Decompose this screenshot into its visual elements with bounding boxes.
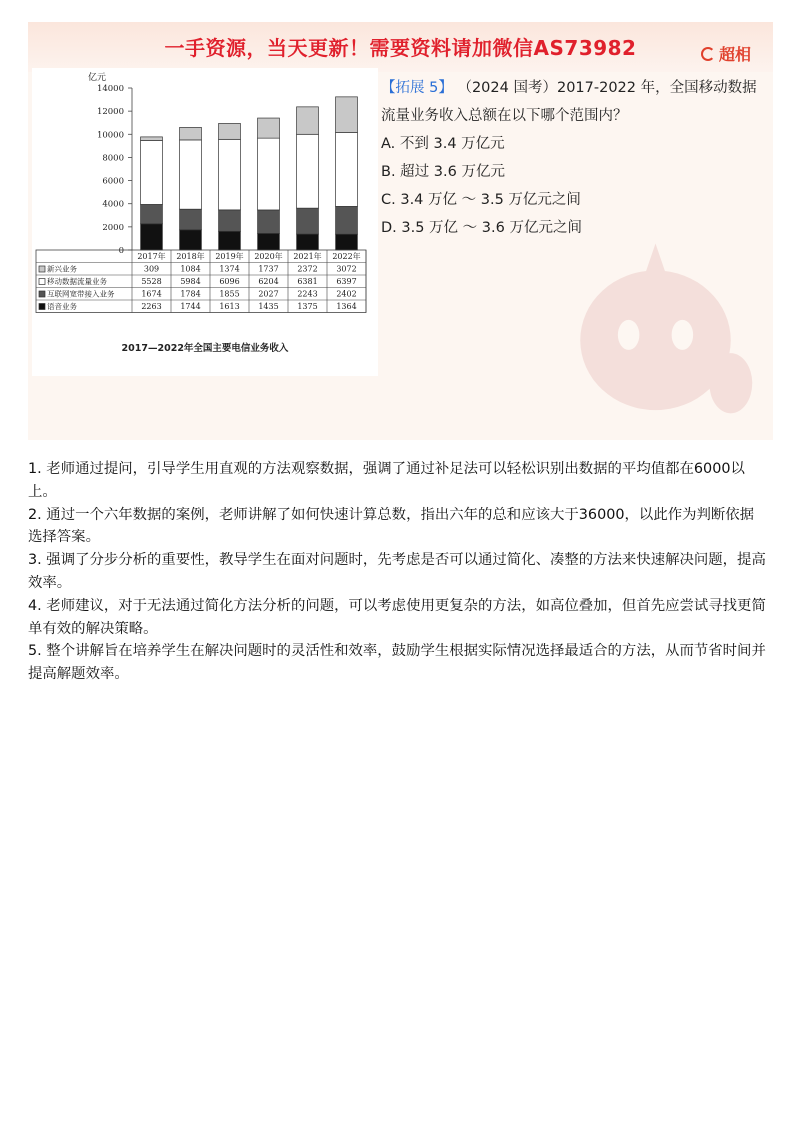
note-item: 3. 强调了分步分析的重要性，教导学生在面对问题时，先考虑是否可以通过简化、凑整的方法来快速解决问题，提高效率。 bbox=[28, 552, 766, 591]
banner-text: 一手资源，当天更新！需要资料请加微信AS73982 bbox=[164, 36, 637, 60]
bar-segment bbox=[336, 132, 358, 206]
legend-swatch bbox=[39, 291, 45, 297]
bar-segment bbox=[297, 134, 319, 208]
data-label: 1737 bbox=[258, 264, 279, 274]
data-label: 5984 bbox=[180, 277, 201, 286]
chart-title: 2017—2022年全国主要电信业务收入 bbox=[121, 343, 289, 354]
legend-swatch bbox=[39, 304, 45, 310]
data-label: 2372 bbox=[297, 264, 318, 274]
option-d: D. 3.5 万亿 ～ 3.6 万亿元之间 bbox=[381, 220, 582, 236]
data-label: 3072 bbox=[336, 264, 357, 274]
question-stem bbox=[381, 74, 761, 130]
note-item: 2. 通过一个六年数据的案例，老师讲解了如何快速计算总数，指出六年的总和应该大于36000，以此作为判断依据选择答案。 bbox=[28, 506, 755, 546]
stacked-bar-chart bbox=[32, 68, 378, 376]
data-label: 1375 bbox=[297, 302, 318, 311]
data-label: 6397 bbox=[336, 277, 357, 286]
bar-segment bbox=[141, 137, 163, 141]
data-label: 2402 bbox=[336, 289, 357, 299]
legend-label: 移动数据流量业务 bbox=[47, 277, 107, 286]
bar-segment bbox=[219, 210, 241, 231]
bar-segment bbox=[258, 138, 280, 210]
note-item: 4. 老师建议，对于无法通过简化方法分析的问题，可以考虑使用更复杂的方法，如高位叠加，但首先应尝试寻找更简单有效的解决策略。 bbox=[28, 597, 766, 637]
bar-segment bbox=[219, 139, 241, 210]
y-tick-label: 14000 bbox=[96, 84, 124, 94]
bar-segment bbox=[336, 97, 358, 133]
data-label: 1364 bbox=[336, 302, 357, 311]
data-label: 2027 bbox=[258, 289, 279, 299]
bar-segment bbox=[180, 230, 202, 250]
data-label: 1435 bbox=[258, 302, 279, 311]
brand-icon bbox=[701, 47, 715, 61]
y-tick-label: 2000 bbox=[102, 222, 124, 233]
data-label: 1613 bbox=[219, 302, 240, 311]
legend-swatch bbox=[39, 266, 45, 272]
brand-logo bbox=[701, 42, 751, 65]
bar-segment bbox=[336, 206, 358, 234]
bar-segment bbox=[141, 140, 163, 204]
data-label: 1374 bbox=[219, 264, 240, 274]
question-text: （2024 国考）2017-2022 年，全国移动数据流量业务收入总额在以下哪个范围内？ bbox=[381, 80, 757, 124]
legend-label: 互联网宽带接入业务 bbox=[47, 289, 115, 299]
bar-segment bbox=[258, 210, 280, 233]
data-label: 1855 bbox=[219, 289, 240, 299]
bar-segment bbox=[297, 234, 319, 250]
note-item: 5. 整个讲解旨在培养学生在解决问题时的灵活性和效率，鼓励学生根据实际情况选择最适合的方法，从而节省时间并提高解题效率。 bbox=[28, 643, 766, 683]
x-tick-label: 2021年 bbox=[293, 252, 322, 261]
bar-segment bbox=[258, 233, 280, 250]
bar-segment bbox=[297, 107, 319, 134]
data-label: 6204 bbox=[258, 277, 279, 286]
y-tick-label: 4000 bbox=[102, 199, 124, 210]
bar-segment bbox=[141, 224, 163, 250]
x-tick-label: 2017年 bbox=[137, 252, 166, 261]
data-label: 5528 bbox=[141, 277, 162, 286]
bar-segment bbox=[180, 209, 202, 230]
bar-segment bbox=[219, 231, 241, 250]
y-tick-label: 8000 bbox=[102, 153, 124, 164]
option-c: C. 3.4 万亿 ～ 3.5 万亿元之间 bbox=[381, 192, 581, 208]
y-tick-label: 0 bbox=[118, 246, 124, 256]
lecture-slide bbox=[28, 22, 773, 440]
x-tick-label: 2022年 bbox=[332, 252, 361, 261]
data-label: 1744 bbox=[180, 302, 201, 311]
promo-banner bbox=[28, 22, 773, 72]
option-b: B. 超过 3.6 万亿元 bbox=[381, 164, 505, 180]
option-a: A. 不到 3.4 万亿元 bbox=[381, 136, 505, 152]
mascot-watermark bbox=[548, 222, 763, 437]
y-tick-label: 12000 bbox=[96, 107, 124, 118]
data-label: 1674 bbox=[141, 289, 162, 299]
note-item: 1. 老师通过提问，引导学生用直观的方法观察数据，强调了通过补足法可以轻松识别出数据的平均值都在6000以上。 bbox=[28, 461, 745, 500]
data-label: 2243 bbox=[297, 289, 318, 299]
data-label: 1084 bbox=[180, 264, 201, 274]
chart-svg bbox=[32, 68, 378, 376]
lecture-notes bbox=[28, 458, 768, 686]
data-label: 1784 bbox=[180, 289, 201, 299]
y-tick-label: 6000 bbox=[102, 176, 124, 187]
brand-name: 超相 bbox=[718, 45, 751, 64]
bar-segment bbox=[258, 118, 280, 138]
x-tick-label: 2020年 bbox=[254, 252, 283, 261]
data-label: 2263 bbox=[141, 302, 162, 311]
data-label: 6096 bbox=[219, 277, 240, 286]
question-tag: 【拓展 5】 bbox=[381, 80, 453, 96]
y-tick-label: 10000 bbox=[96, 130, 124, 141]
bar-segment bbox=[219, 123, 241, 139]
y-axis-unit: 亿元 bbox=[88, 73, 107, 83]
legend-label: 新兴业务 bbox=[47, 264, 77, 274]
bar-segment bbox=[141, 204, 163, 223]
bar-segment bbox=[336, 234, 358, 250]
legend-swatch bbox=[39, 279, 45, 285]
legend-label: 语音业务 bbox=[47, 302, 77, 311]
data-label: 309 bbox=[143, 264, 160, 274]
bar-segment bbox=[297, 208, 319, 234]
question-block bbox=[381, 74, 761, 242]
data-label: 6381 bbox=[297, 277, 318, 286]
bar-segment bbox=[180, 140, 202, 209]
x-tick-label: 2018年 bbox=[176, 252, 205, 261]
x-tick-label: 2019年 bbox=[215, 252, 244, 261]
bar-segment bbox=[180, 127, 202, 140]
